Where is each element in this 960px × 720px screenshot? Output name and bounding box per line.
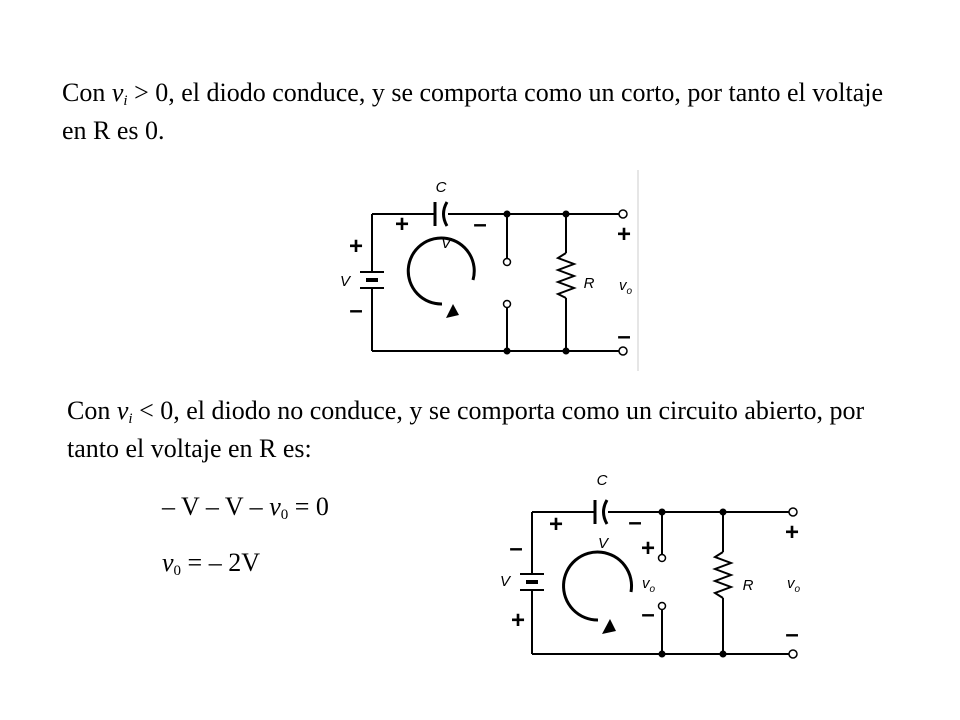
loop-arrow-icon	[564, 552, 632, 620]
circuit-diagram-conducting	[330, 168, 642, 373]
equation-result: $v_0$ = – 2V	[162, 548, 260, 579]
svg-text:+: +	[510, 607, 526, 634]
capacitor-label: C	[435, 179, 447, 196]
svg-text:+: +	[784, 519, 800, 546]
svg-text:–: –	[617, 323, 631, 350]
output-voltage-label: $v_o$	[619, 277, 633, 297]
svg-text:+: +	[616, 221, 632, 248]
svg-text:–: –	[509, 535, 523, 562]
source-label: V	[499, 573, 511, 590]
svg-text:–: –	[785, 621, 799, 648]
paragraph-conducting: Con $v_i > 0$, el diodo conduce, y se comporta como un corto, por tanto el voltaje en R es 0.	[62, 78, 884, 145]
svg-text:+: +	[640, 535, 656, 562]
svg-text:+: +	[348, 233, 364, 260]
svg-text:–: –	[349, 297, 363, 324]
output-voltage-label: $v_o$	[787, 575, 801, 595]
svg-text:+: +	[548, 511, 564, 538]
svg-text:+: +	[394, 211, 410, 238]
resistor-label: R	[742, 577, 754, 594]
svg-text:–: –	[641, 601, 655, 628]
svg-text:–: –	[473, 211, 487, 238]
capacitor-label: C	[596, 472, 608, 489]
loop-voltage-label: V	[440, 235, 452, 252]
diode-voltage-label: $v_o$	[642, 575, 656, 595]
resistor-label: R	[583, 275, 595, 292]
equation-kvl: – $V - V - v_0 = 0$	[162, 492, 329, 523]
source-label: V	[339, 273, 351, 290]
svg-text:–: –	[628, 509, 642, 536]
circuit-diagram-open	[490, 472, 810, 664]
loop-voltage-label: V	[597, 535, 609, 552]
paragraph-open: Con $v_i < 0$, el diodo no conduce, y se comporta como un circuito abierto, por tanto el voltaje en R es:	[67, 396, 865, 463]
